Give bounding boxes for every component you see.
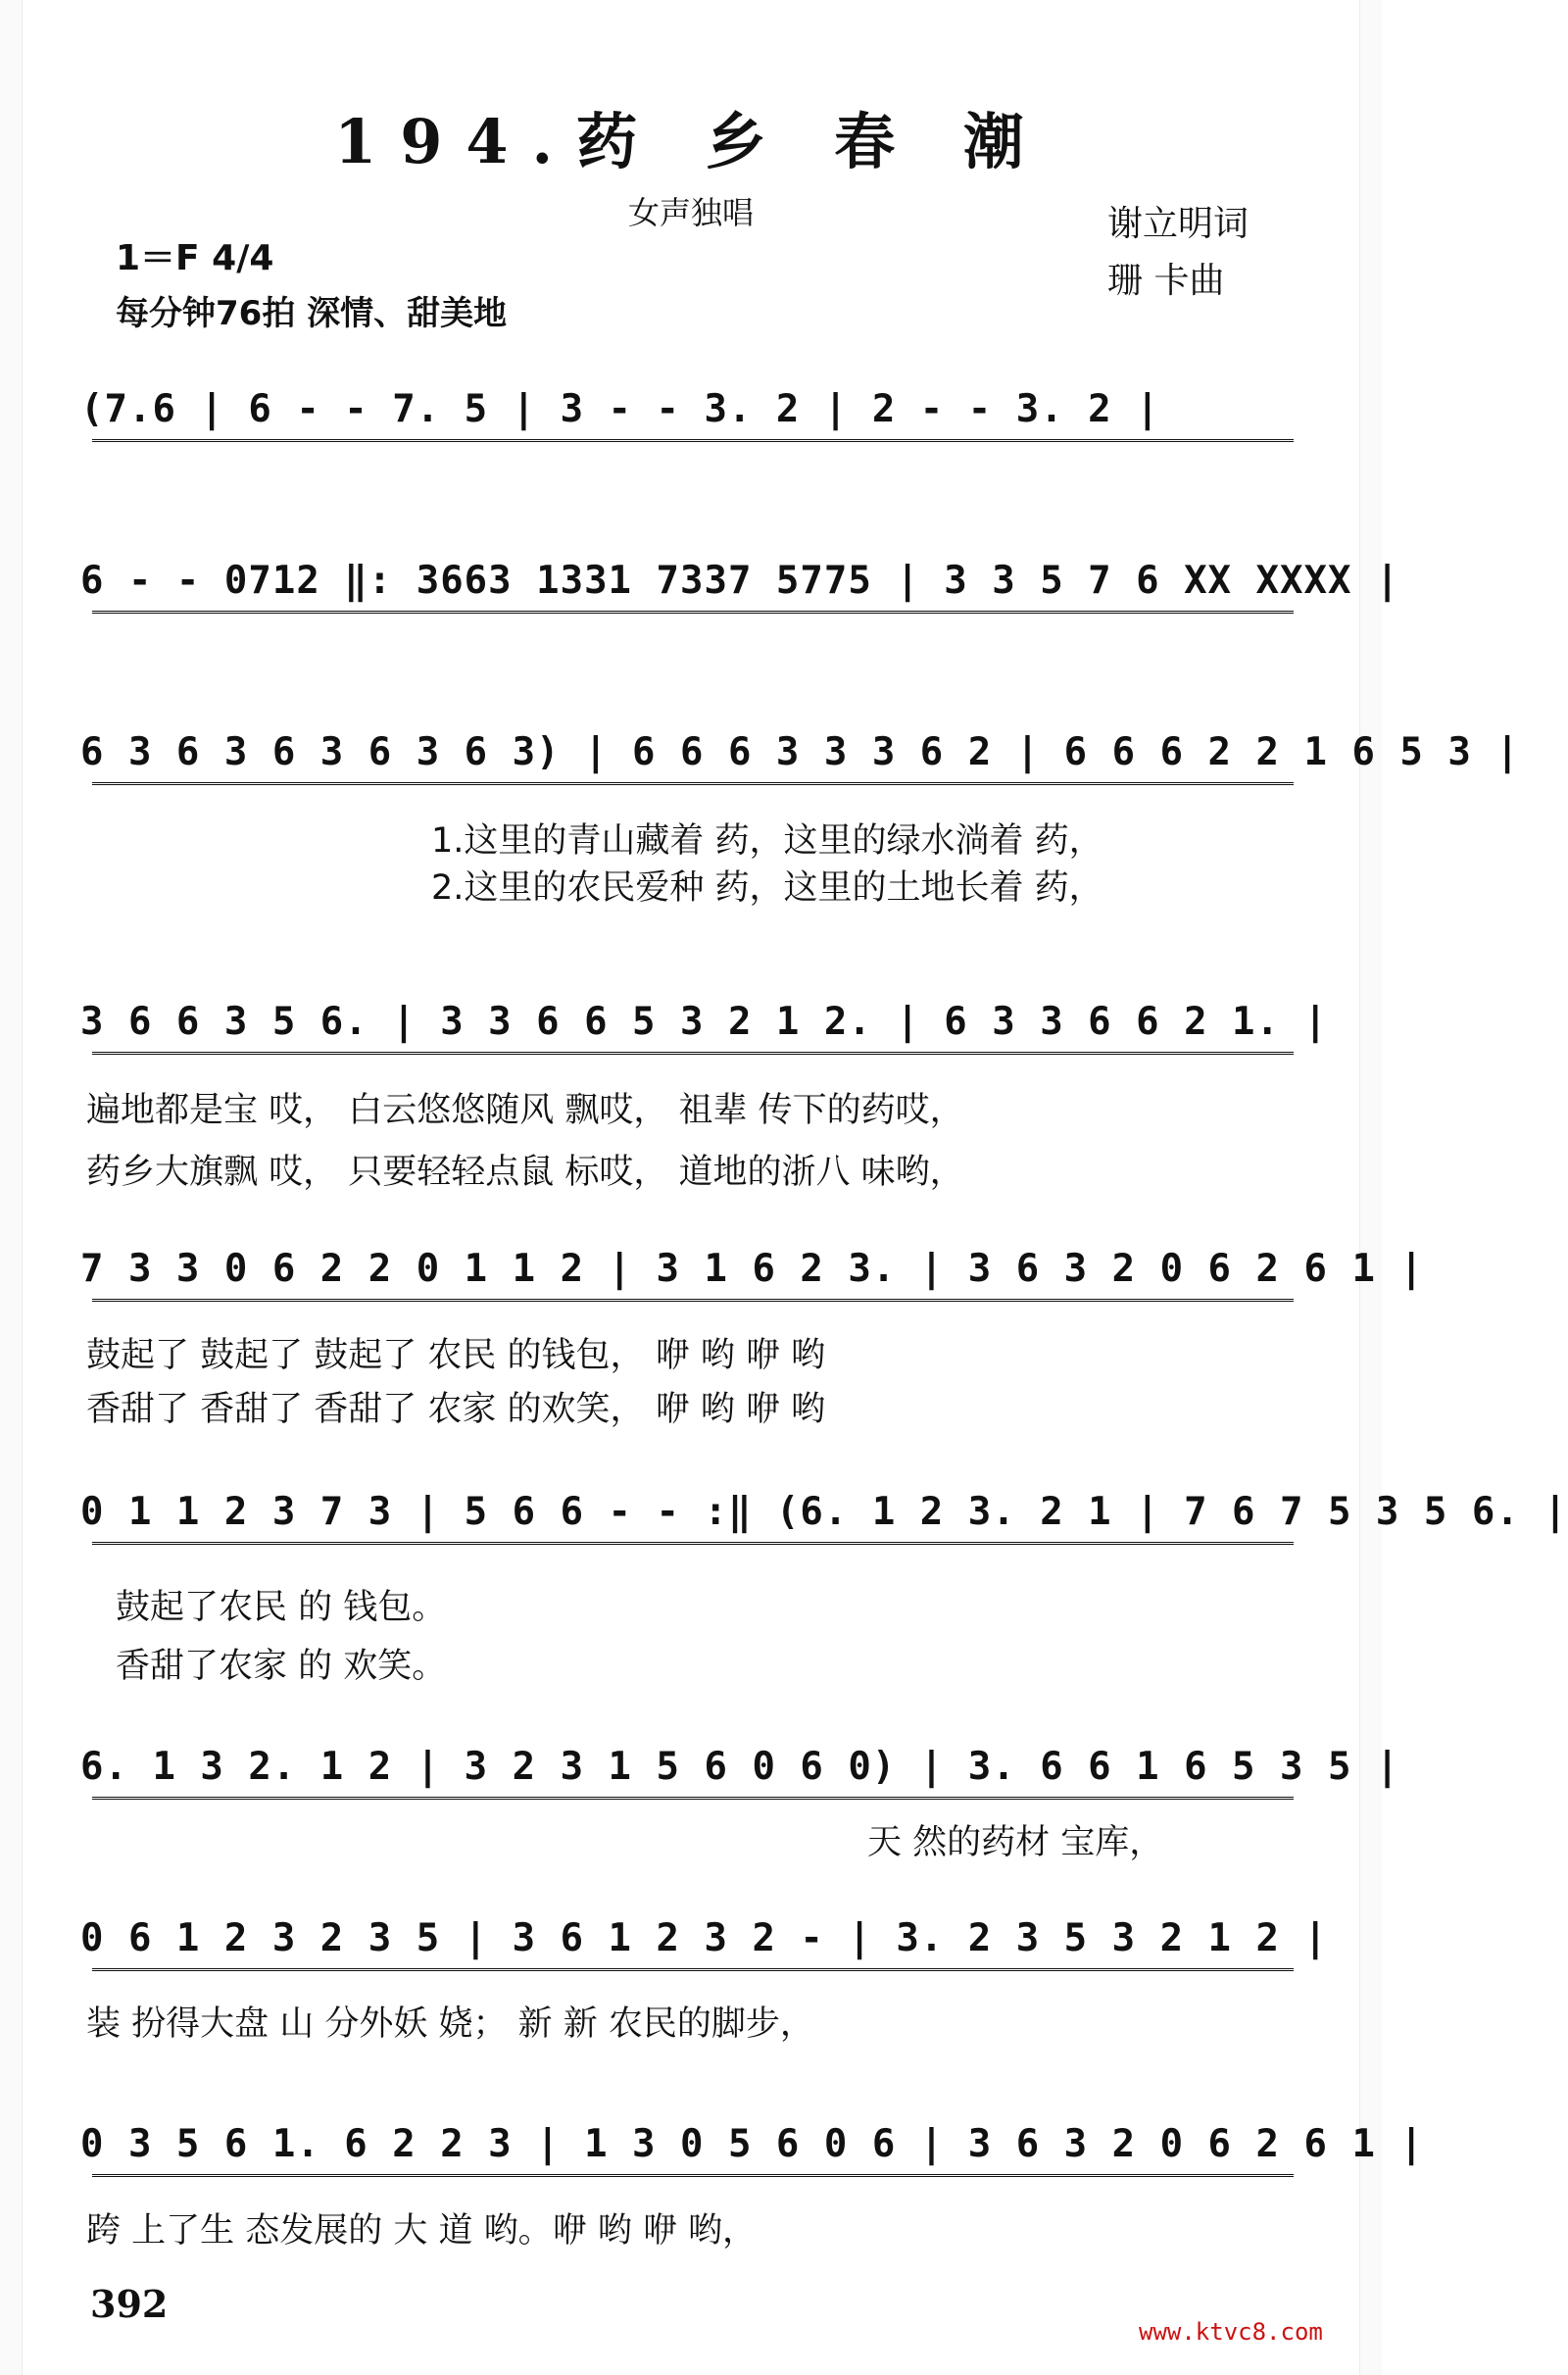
lyric-verse-2: 2.这里的农民爱种 药，这里的土地长着 药， (431, 868, 1103, 908)
key-signature: 1＝F 4/4 (116, 238, 274, 278)
notation-line: 6 3 6 3 6 3 6 3 6 3) | 6 6 6 3 3 3 6 2 | 6 6 6 2 2 1 6 5 3 | (80, 730, 1520, 774)
lyric-verse-1: 鼓起了农民 的 钱包。 (116, 1588, 447, 1627)
performance-note: 女声独唱 (627, 194, 754, 231)
lyric-verse-1: 鼓起了 鼓起了 鼓起了 农民 的钱包， 咿 哟 咿 哟 (86, 1336, 826, 1375)
score-system-1 (80, 377, 1305, 448)
notation-line: 0 6 1 2 3 2 3 5 | 3 6 1 2 3 2 - | 3. 2 3 5 3 2 1 2 | (80, 1916, 1328, 1960)
score-system-8 (80, 1906, 1328, 1977)
lyric-line: 天 然的药材 宝库， (867, 1823, 1164, 1862)
score-system-9 (80, 2112, 1424, 2183)
score-system-6 (80, 1480, 1568, 1551)
notation-line: 3 6 6 3 5 6. | 3 3 6 6 5 3 2 1 2. | 6 3 3 6 6 2 1. | (80, 1000, 1328, 1044)
notation-line: 6. 1 3 2. 1 2 | 3 2 3 1 5 6 0 6 0) | 3. 6 6 1 6 5 3 5 | (80, 1745, 1400, 1789)
notation-line: 0 1 1 2 3 7 3 | 5 6 6 - - :‖ (6. 1 2 3. 2 1 | 7 6 7 5 3 5 6. | (80, 1490, 1568, 1534)
lyric-line: 跨 上了生 态发展的 大 道 哟。咿 哟 咿 哟， (86, 2211, 758, 2251)
song-title: 194.药 乡 春 潮 (334, 106, 1048, 177)
score-system-3 (80, 720, 1520, 791)
score-system-5 (80, 1237, 1424, 1308)
score-system-2 (80, 549, 1400, 619)
lyricist-credit: 谢立明词 (1107, 204, 1250, 244)
right-margin-strip (1359, 0, 1382, 2375)
notation-line: (7.6 | 6 - - 7. 5 | 3 - - 3. 2 | 2 - - 3. 2 | (80, 387, 1160, 431)
notation-line: 6 - - 0712 ‖: 3663 1331 7337 5775 | 3 3 5 7 6 XX XXXX | (80, 559, 1400, 603)
watermark-text: www.ktvc8.com (1139, 2318, 1323, 2346)
score-system-4 (80, 990, 1328, 1061)
lyric-line: 装 扮得大盘 山 分外妖 娆； 新 新 农民的脚步， (86, 2004, 814, 2044)
lyric-verse-1: 1.这里的青山藏着 药，这里的绿水淌着 药， (431, 821, 1103, 861)
lyric-verse-2: 香甜了农家 的 欢笑。 (116, 1647, 447, 1686)
score-system-7 (80, 1735, 1400, 1806)
lyric-verse-1: 遍地都是宝 哎， 白云悠悠随风 飘哎， 祖辈 传下的药哎， (86, 1091, 964, 1130)
page-number: 392 (90, 2282, 169, 2326)
lyric-verse-2: 药乡大旗飘 哎， 只要轻轻点鼠 标哎， 道地的浙八 味哟， (86, 1153, 964, 1192)
notation-line: 0 3 5 6 1. 6 2 2 3 | 1 3 0 5 6 0 6 | 3 6 3 2 0 6 2 6 1 | (80, 2122, 1424, 2166)
composer-credit: 珊 卡曲 (1107, 261, 1225, 301)
notation-line: 7 3 3 0 6 2 2 0 1 1 2 | 3 1 6 2 3. | 3 6 3 2 0 6 2 6 1 | (80, 1247, 1424, 1291)
tempo-marking: 每分钟76拍 深情、甜美地 (116, 294, 508, 333)
left-margin-strip (0, 0, 23, 2375)
lyric-verse-2: 香甜了 香甜了 香甜了 农家 的欢笑， 咿 哟 咿 哟 (86, 1390, 826, 1429)
